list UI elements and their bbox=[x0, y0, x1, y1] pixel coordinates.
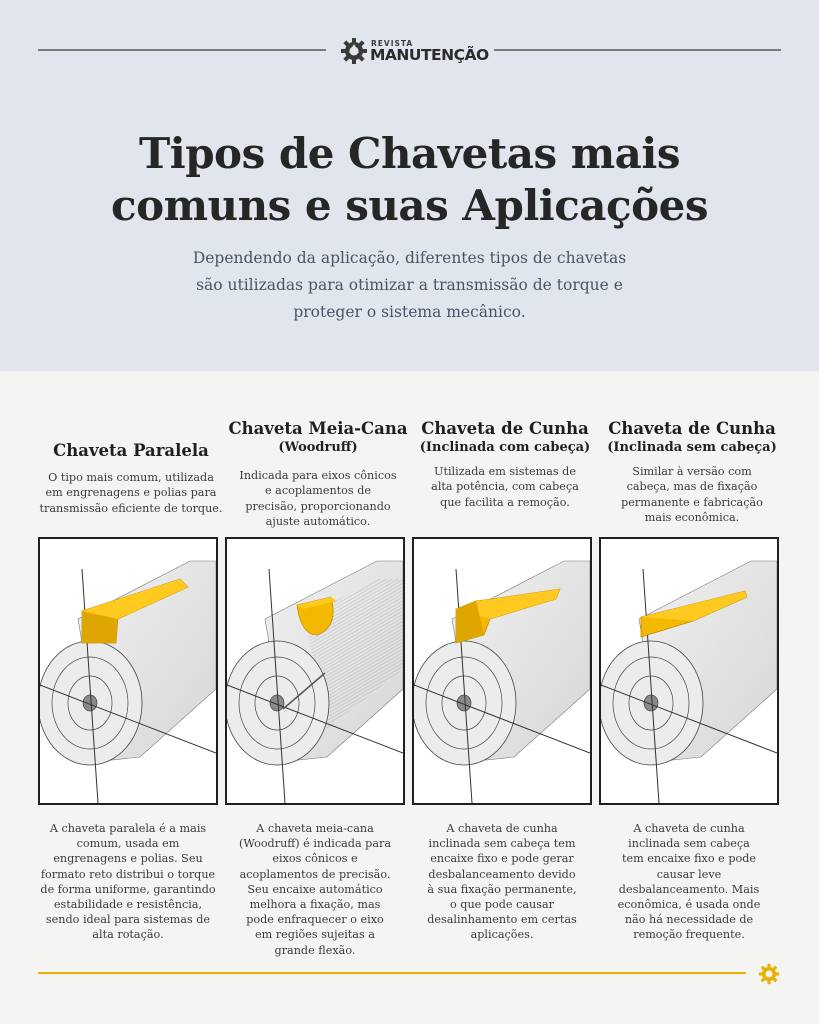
key-type-note: A chaveta paralela é a mais comum, usada em engrenagens e polias. Seu formato reto distribui o torque de forma uniforme, garantindo estabilidade e resistência, sendo ideal para sistemas de alta rotação. bbox=[40, 822, 216, 942]
key-type-description: Similar à versão com cabeça, mas de fixação permanente e fabricação mais econômica. bbox=[621, 465, 763, 525]
brand-small-text: REVISTA bbox=[371, 39, 414, 48]
key-type-subname: (Woodruff) bbox=[278, 440, 358, 455]
subtitle-line-3: proteger o sistema mecânico. bbox=[293, 303, 526, 321]
bottom-divider bbox=[38, 972, 746, 974]
key-type-description: O tipo mais comum, utilizada em engrenagens e polias para transmissão eficiente de torque. bbox=[39, 471, 223, 515]
top-divider-right bbox=[494, 49, 781, 51]
key-type-name: Chaveta Paralela bbox=[53, 441, 209, 460]
subtitle-line-1: Dependendo da aplicação, diferentes tipos de chavetas bbox=[192, 249, 627, 267]
key-type-note: A chaveta de cunha inclinada sem cabeça tem encaixe fixo e pode gerar desbalanceamento devido à sua fixação permanente, o que pode causar desalinhamento em certas aplicações. bbox=[427, 822, 577, 942]
key-type-subname: (Inclinada com cabeça) bbox=[419, 440, 591, 455]
key-type-note: A chaveta de cunha inclinada sem cabeça tem encaixe fixo e pode causar leve desbalanceamento. Mais econômica, é usada onde não há necessidade de remoção frequente. bbox=[617, 822, 761, 942]
illustration-wedge-key-head bbox=[412, 537, 592, 805]
gear-icon bbox=[340, 37, 368, 65]
top-divider-left bbox=[38, 49, 326, 51]
key-type-description: Indicada para eixos cônicos e acoplamentos de precisão, proporcionando ajuste automático. bbox=[239, 469, 397, 529]
key-type-name: Chaveta de Cunha bbox=[421, 419, 589, 438]
key-type-name: Chaveta de Cunha bbox=[608, 419, 776, 438]
page-subtitle bbox=[160, 245, 659, 326]
subtitle-line-2: são utilizadas para otimizar a transmissão de torque e bbox=[196, 276, 623, 294]
illustration-parallel-key bbox=[38, 537, 218, 805]
illustration-wedge-key-headless bbox=[599, 537, 779, 805]
title-line-1: Tipos de Chavetas mais bbox=[138, 129, 680, 178]
key-type-note: A chaveta meia-cana (Woodruff) é indicada para eixos cônicos e acoplamentos de precisão. Seu encaixe automático melhora a fixação, mas pode enfraquecer o eixo em regiões sujeitas a grande flexão. bbox=[238, 822, 392, 957]
brand-logo[interactable] bbox=[340, 37, 489, 67]
key-type-name: Chaveta Meia-Cana bbox=[228, 419, 408, 438]
illustration-woodruff-key bbox=[225, 537, 405, 805]
key-type-subname: (Inclinada sem cabeça) bbox=[607, 440, 777, 455]
brand-name: MANUTENÇÃO bbox=[370, 46, 489, 64]
title-line-2: comuns e suas Aplicações bbox=[111, 181, 708, 230]
key-type-description: Utilizada em sistemas de alta potência, com cabeça que facilita a remoção. bbox=[431, 465, 579, 509]
gear-icon bbox=[758, 963, 780, 985]
page-title bbox=[60, 128, 759, 232]
